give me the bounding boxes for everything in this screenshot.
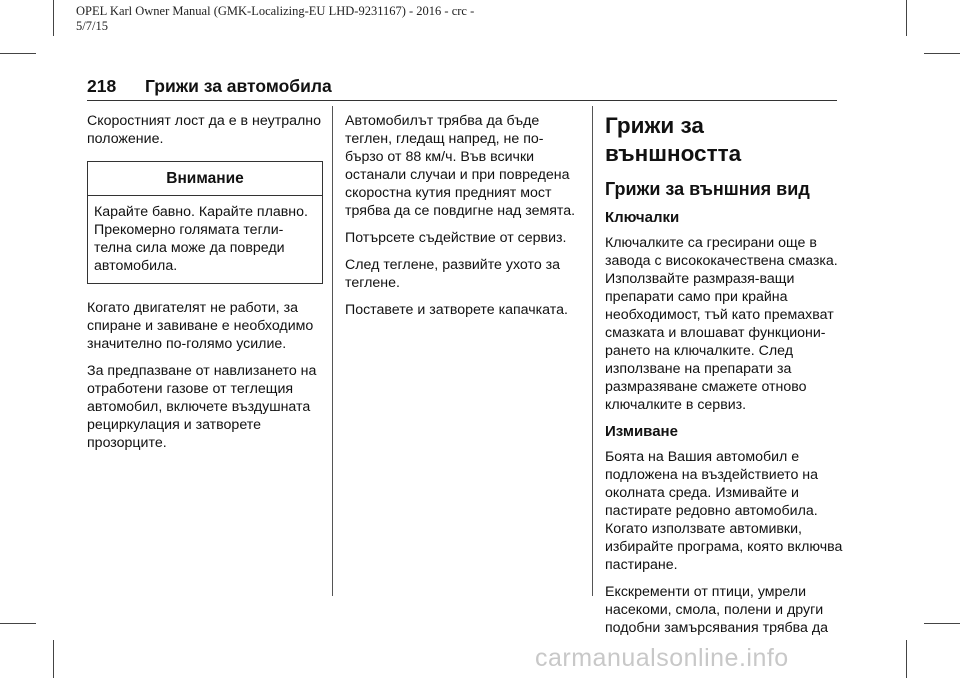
- warning-text: Карайте бавно. Карайте плавно. Прекомерно голямата тегли-телна сила може да повреди автомобила.: [94, 204, 308, 274]
- warning-title: Внимание: [88, 162, 322, 196]
- page-title: Грижи за автомобила: [145, 76, 332, 96]
- paragraph: Поставете и затворете капачката.: [345, 302, 568, 318]
- page-number: 218: [87, 76, 117, 96]
- paragraph: Автомобилът трябва да бъде теглен, гледащ напред, не по-бързо от 88 км/ч. Във всички останали случаи и при повредена скоростна кутия предният мост трябва да се повдигне над земята.: [345, 113, 576, 219]
- subsection-heading: Грижи за външния вид: [605, 179, 810, 199]
- crop-mark-bottom-left-h: [0, 623, 36, 624]
- warning-box: [87, 161, 323, 284]
- crop-mark-top-right-v: [906, 0, 907, 36]
- paragraph: За предпазване от навлизането на отработени газове от теглещия автомобил, включете въздушната рециркулация и затворете прозорците.: [87, 363, 317, 451]
- section-heading: Грижи за външността: [605, 113, 742, 166]
- column-3: [605, 112, 845, 646]
- paragraph: Екскременти от птици, умрели насекоми, смола, полени и други подобни замърсявания трябва да: [605, 584, 829, 636]
- column-2: [345, 112, 581, 328]
- meta-line-2: 5/7/15: [76, 19, 108, 33]
- crop-mark-top-left-h: [0, 53, 36, 54]
- paragraph: След теглене, развийте ухото за теглене.: [345, 257, 561, 291]
- paragraph: Потърсете съдействие от сервиз.: [345, 230, 567, 246]
- column-1: [87, 112, 323, 461]
- crop-mark-bottom-right-h: [924, 623, 960, 624]
- meta-line-1: OPEL Karl Owner Manual (GMK-Localizing-EU LHD-9231167) - 2016 - crc -: [76, 4, 475, 18]
- page-header: [87, 70, 837, 101]
- crop-mark-top-left-v: [53, 0, 54, 36]
- column-divider: [332, 106, 333, 596]
- crop-mark-top-right-h: [924, 53, 960, 54]
- paragraph: Ключалките са гресирани още в завода с висококачествена смазка. Използвайте размразя-ващи препарати само при крайна необходимост, тъй като премахват смазката и влошават функциони-рането на ключалките. След използване на препарати за размразяване смажете отново ключалките в сервиз.: [605, 235, 838, 413]
- column-divider: [592, 106, 593, 596]
- watermark: carmanualsonline.info: [535, 644, 789, 672]
- topic-heading-locks: Ключалки: [605, 209, 680, 226]
- crop-mark-bottom-right-v: [906, 640, 907, 678]
- paragraph: Когато двигателят не работи, за спиране и завиване е необходимо значително по-голямо усилие.: [87, 300, 314, 352]
- paragraph: Боята на Вашия автомобил е подложена на въздействието на околната среда. Измивайте и пастирате редовно автомобила. Когато използвате автомивки, избирайте програма, която включва пастиране.: [605, 449, 843, 573]
- topic-heading-washing: Измиване: [605, 423, 678, 440]
- crop-mark-bottom-left-v: [53, 640, 54, 678]
- paragraph: Скоростният лост да е в неутрално положение.: [87, 113, 321, 147]
- document-meta: [76, 4, 474, 34]
